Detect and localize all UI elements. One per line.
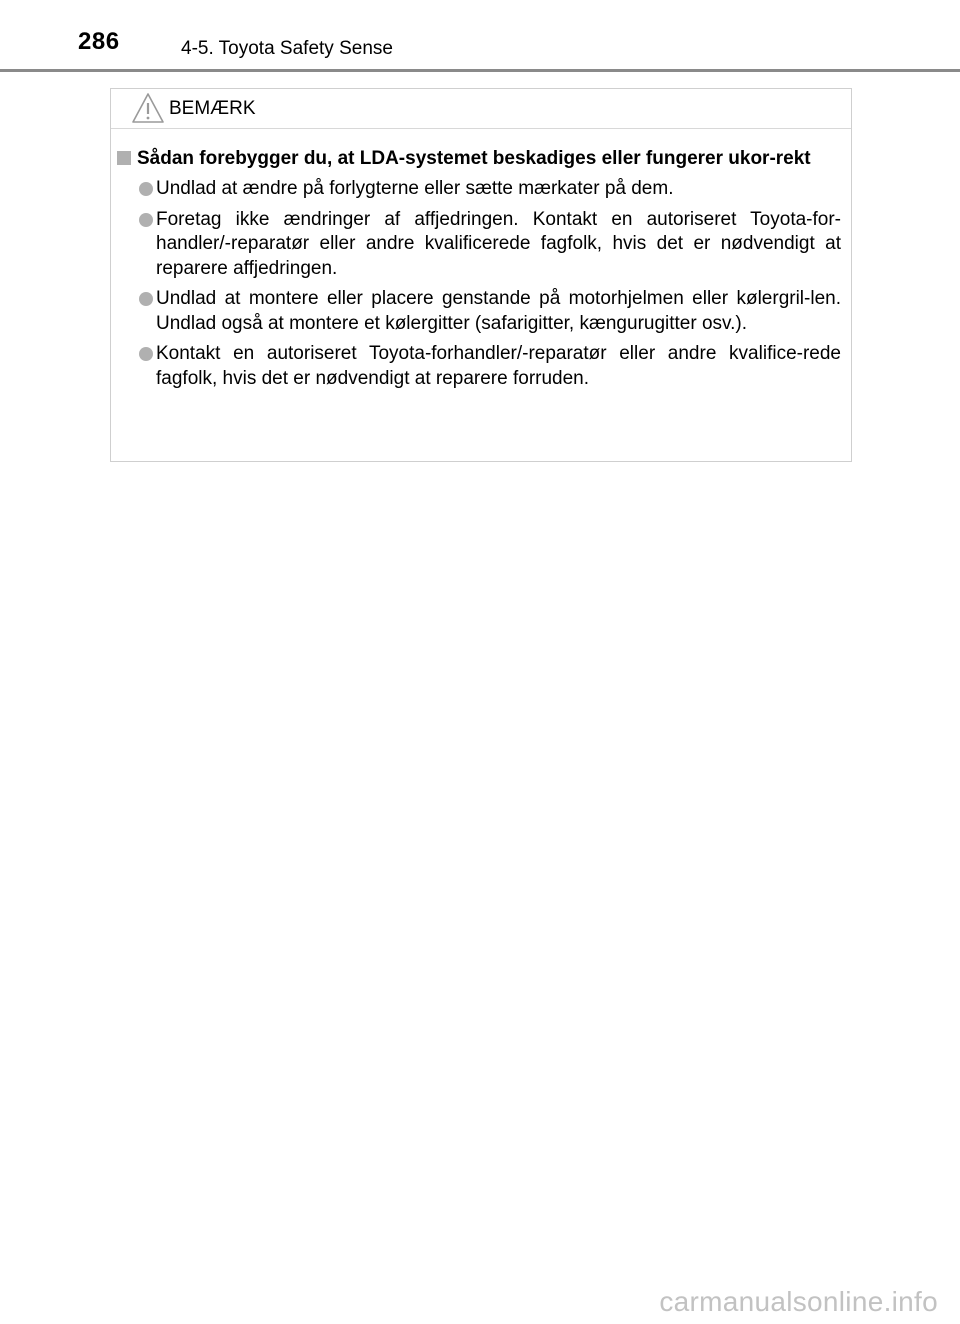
list-item (111, 342, 851, 391)
topic-heading (111, 147, 851, 171)
list-item (111, 287, 851, 336)
topic-text: Sådan forebygger du, at LDA-systemet beskadiges eller fungerer ukor-rekt (137, 148, 811, 169)
circle-bullet-icon (139, 292, 153, 306)
circle-bullet-icon (139, 213, 153, 227)
square-bullet-icon (117, 151, 131, 165)
list-item-text: Foretag ikke ændringer af affjedringen. Kontakt en autoriseret Toyota-for-handler/-reparatør eller andre kvalificerede fagfolk, hvis det er nødvendigt at reparere affjedringen. (156, 208, 841, 279)
header-rule (0, 69, 960, 72)
list-item-text: Undlad at ændre på forlygterne eller sætte mærkater på dem. (156, 178, 674, 199)
notice-body (111, 147, 851, 397)
notice-label: BEMÆRK (169, 98, 256, 119)
list-item (111, 208, 851, 282)
page-number: 286 (78, 28, 120, 55)
watermark: carmanualsonline.info (659, 1286, 938, 1317)
list-item-text: Undlad at montere eller placere genstande på motorhjelmen eller kølergril-len. Undlad også at montere et kølergitter (safarigitter, kængurugitter osv.). (156, 288, 841, 334)
page-header (0, 0, 960, 74)
circle-bullet-icon (139, 347, 153, 361)
list-item-text: Kontakt en autoriseret Toyota-forhandler/-reparatør eller andre kvalifice-rede fagfolk, hvis det er nødvendigt at reparere forruden. (156, 343, 841, 389)
section-title: 4-5. Toyota Safety Sense (181, 38, 393, 59)
notice-header (111, 89, 851, 129)
circle-bullet-icon (139, 182, 153, 196)
list-item (111, 177, 851, 202)
bullet-list (111, 177, 851, 391)
warning-triangle-icon (131, 92, 165, 124)
notice-box (110, 88, 852, 462)
